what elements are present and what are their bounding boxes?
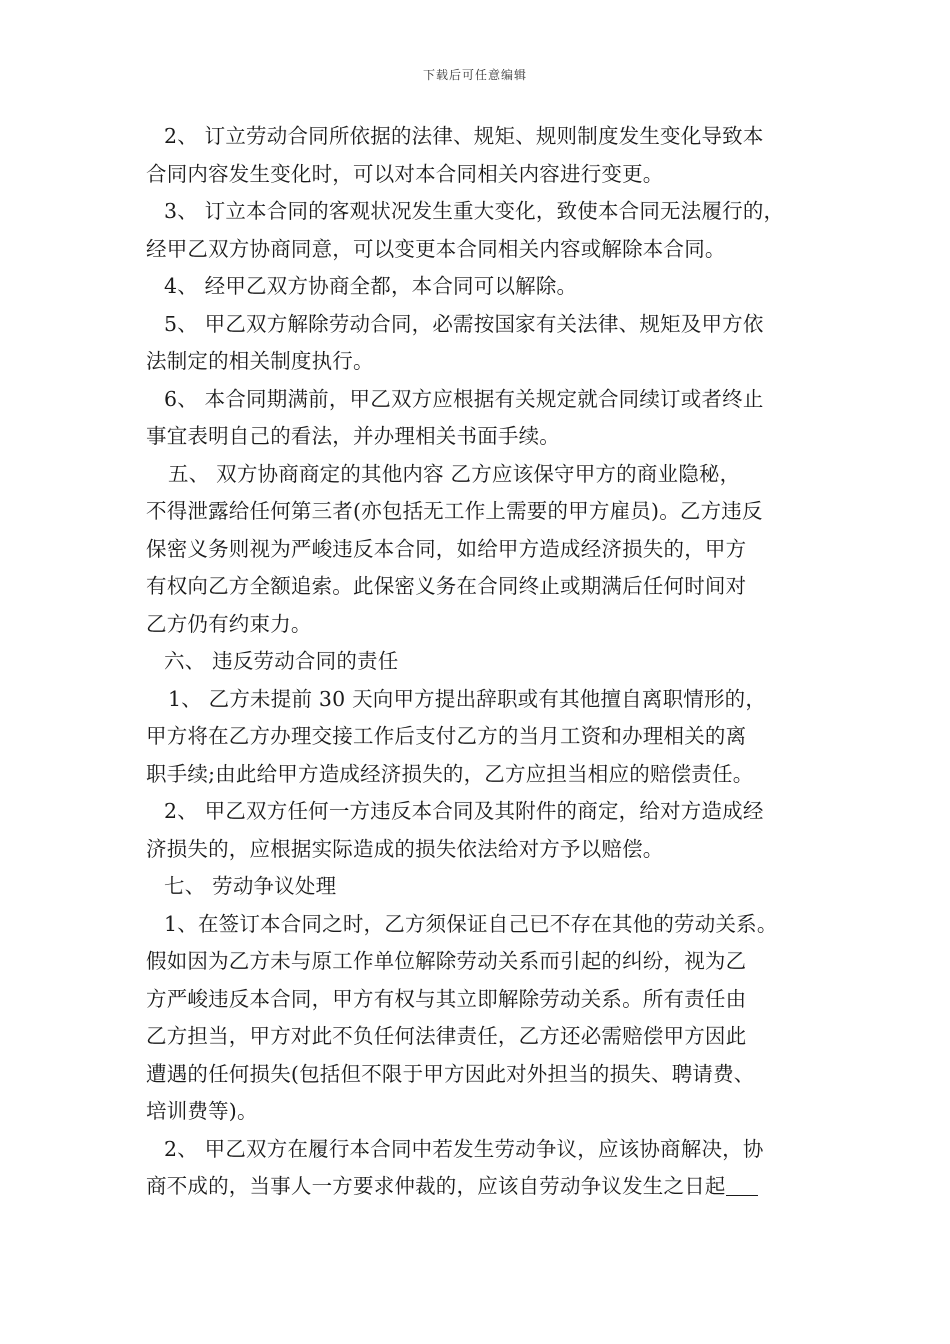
- text-line: [146, 643, 810, 681]
- text-line: [146, 1093, 810, 1131]
- text-line-content: 六、 违反劳动合同的责任: [164, 649, 399, 673]
- text-line-content: 乙方仍有约束力。: [146, 611, 312, 636]
- text-line-content: 乙方担当，甲方对此不负任何法律责任，乙方还必需赔偿甲方因此: [146, 1024, 747, 1048]
- fill-in-blank: [726, 1171, 758, 1196]
- text-line: [146, 981, 810, 1019]
- text-line: [146, 381, 810, 419]
- text-line: [146, 231, 810, 269]
- text-line-content: 商不成的，当事人一方要求仲裁的，应该自劳动争议发生之日起: [146, 1174, 726, 1198]
- text-line-content: 4、 经甲乙双方协商全都，本合同可以解除。: [164, 274, 578, 298]
- text-line-content: 有权向乙方全额追索。此保密义务在合同终止或期满后任何时间对: [146, 574, 747, 598]
- text-line-content: 济损失的，应根据实际造成的损失依法给对方予以赔偿。: [146, 836, 664, 861]
- text-line-content: 5、 甲乙双方解除劳动合同，必需按国家有关法律、规矩及甲方依: [164, 311, 764, 336]
- text-line: [146, 343, 810, 381]
- page-header: 下载后可任意编辑: [422, 68, 527, 82]
- text-line: [146, 831, 810, 869]
- text-line: [146, 1168, 810, 1206]
- text-line-content: 培训费等)。: [146, 1099, 258, 1123]
- text-line: [146, 568, 810, 606]
- text-line-content: 合同内容发生变化时，可以对本合同相关内容进行变更。: [146, 161, 664, 186]
- text-line: [146, 456, 810, 494]
- text-line: [146, 906, 810, 944]
- text-line: [146, 793, 810, 831]
- text-line: [146, 193, 810, 231]
- text-line: [146, 418, 810, 456]
- text-line-content: 2、 订立劳动合同所依据的法律、规矩、规则制度发生变化导致本: [164, 124, 764, 148]
- text-line: [146, 1131, 810, 1169]
- text-line: [146, 756, 810, 794]
- text-line-content: 3、 订立本合同的客观状况发生重大变化，致使本合同无法履行的，: [164, 199, 785, 223]
- text-line: [146, 868, 810, 906]
- text-line-content: 五、 双方协商商定的其他内容 乙方应该保守甲方的商业隐秘，: [168, 461, 741, 486]
- text-line: [146, 1018, 810, 1056]
- text-line-content: 1、 乙方未提前 30 天向甲方提出辞职或有其他擅自离职情形的，: [168, 686, 767, 711]
- text-line-content: 经甲乙双方协商同意，可以变更本合同相关内容或解除本合同。: [146, 236, 726, 261]
- text-line-content: 2、 甲乙双方在履行本合同中若发生劳动争议，应该协商解决，协: [164, 1136, 764, 1161]
- text-line: [146, 118, 810, 156]
- text-line-content: 七、 劳动争议处理: [164, 874, 337, 898]
- text-line-content: 6、 本合同期满前，甲乙双方应根据有关规定就合同续订或者终止: [164, 386, 764, 411]
- text-line: [146, 606, 810, 644]
- text-line-content: 法制定的相关制度执行。: [146, 349, 374, 373]
- text-line: [146, 306, 810, 344]
- text-line: [146, 493, 810, 531]
- text-line-content: 遭遇的任何损失(包括但不限于甲方因此对外担当的损失、聘请费、: [146, 1061, 755, 1086]
- text-line: [146, 1056, 810, 1094]
- text-line: [146, 156, 810, 194]
- document-body: [146, 118, 810, 1206]
- text-line: [146, 681, 810, 719]
- text-line-content: 1、在签订本合同之时，乙方须保证自己已不存在其他的劳动关系。: [164, 911, 778, 936]
- text-line: [146, 531, 810, 569]
- text-line: [146, 943, 810, 981]
- text-line-content: 不得泄露给任何第三者(亦包括无工作上需要的甲方雇员)。乙方违反: [146, 499, 763, 523]
- text-line: [146, 268, 810, 306]
- text-line-content: 职手续;由此给甲方造成经济损失的，乙方应担当相应的赔偿责任。: [146, 761, 754, 786]
- text-line-content: 事宜表明自己的看法，并办理相关书面手续。: [146, 424, 560, 448]
- text-line-content: 2、 甲乙双方任何一方违反本合同及其附件的商定，给对方造成经: [164, 799, 764, 823]
- text-line-content: 甲方将在乙方办理交接工作后支付乙方的当月工资和办理相关的离: [146, 724, 747, 748]
- text-line-content: 方严峻违反本合同，甲方有权与其立即解除劳动关系。所有责任由: [146, 986, 747, 1011]
- text-line-content: 保密义务则视为严峻违反本合同，如给甲方造成经济损失的，甲方: [146, 536, 747, 561]
- text-line-content: 假如因为乙方未与原工作单位解除劳动关系而引起的纠纷，视为乙: [146, 949, 747, 973]
- text-line: [146, 718, 810, 756]
